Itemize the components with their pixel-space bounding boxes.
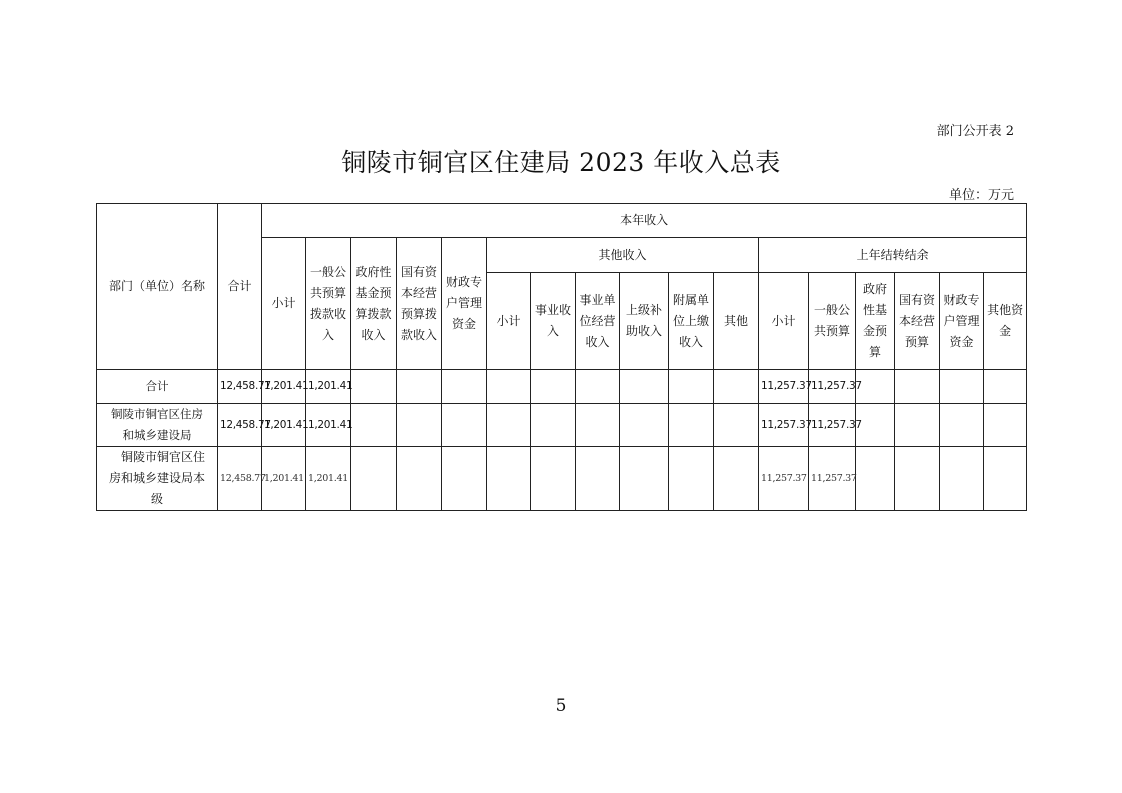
- cell-prev-state-capital: [895, 404, 940, 447]
- header-current-year: 本年收入: [262, 204, 1027, 238]
- header-dept-name: 部门（单位）名称: [97, 204, 218, 370]
- cell-other-subtotal: [487, 447, 531, 511]
- cell-state-capital: [397, 404, 442, 447]
- header-superior-subsidy: 上级补助收入: [620, 273, 669, 370]
- cell-superior-subsidy: [620, 404, 669, 447]
- cell-prev-other: [984, 447, 1027, 511]
- income-table: [96, 203, 1027, 511]
- cell-prev-fiscal-special: [940, 370, 984, 404]
- cell-superior-subsidy: [620, 370, 669, 404]
- table-row-total: [97, 370, 1027, 404]
- cell-general-budget: 1,201.41: [306, 404, 351, 447]
- header-other-subtotal: 小计: [487, 273, 531, 370]
- cell-business-income: [531, 370, 576, 404]
- header-unit-business-income: 事业单位经营收入: [576, 273, 620, 370]
- cell-general-budget: 1,201.41: [306, 370, 351, 404]
- header-prev-year: 上年结转结余: [759, 238, 1027, 273]
- cell-other: [714, 447, 759, 511]
- header-other-income: 其他收入: [487, 238, 759, 273]
- page-number: 5: [555, 696, 567, 716]
- row-name: [97, 447, 218, 511]
- cell-business-income: [531, 404, 576, 447]
- cell-prev-subtotal: 11,257.37: [759, 404, 809, 447]
- header-prev-other: 其他资金: [984, 273, 1027, 370]
- cell-total: 12,458.77: [218, 447, 262, 511]
- cell-unit-business-income: [576, 447, 620, 511]
- cell-unit-business-income: [576, 404, 620, 447]
- cell-state-capital: [397, 447, 442, 511]
- header-prev-state-capital: 国有资本经营预算: [895, 273, 940, 370]
- cell-total: 12,458.77: [218, 404, 262, 447]
- cell-prev-fiscal-special: [940, 404, 984, 447]
- cell-business-income: [531, 447, 576, 511]
- cell-state-capital: [397, 370, 442, 404]
- cell-prev-general: 11,257.37: [809, 404, 856, 447]
- header-other: 其他: [714, 273, 759, 370]
- cell-fiscal-special: [442, 447, 487, 511]
- cell-fiscal-special: [442, 370, 487, 404]
- cell-superior-subsidy: [620, 447, 669, 511]
- cell-prev-other: [984, 404, 1027, 447]
- header-business-income: 事业收入: [531, 273, 576, 370]
- cell-prev-subtotal: 11,257.37: [759, 370, 809, 404]
- header-prev-gov-fund: 政府性基金预算: [856, 273, 895, 370]
- cell-affiliated-remit: [669, 370, 714, 404]
- cell-gov-fund: [351, 447, 397, 511]
- cell-fiscal-special: [442, 404, 487, 447]
- header-prev-subtotal: 小计: [759, 273, 809, 370]
- cell-prev-gov-fund: [856, 447, 895, 511]
- header-general-budget: 一般公共预算拨款收入: [306, 238, 351, 370]
- cell-prev-general: 11,257.37: [809, 447, 856, 511]
- row-name-line: 房和城乡建设局本: [108, 471, 205, 485]
- row-name-line: 和城乡建设局: [122, 428, 192, 442]
- cell-subtotal: 1,201.41: [262, 447, 306, 511]
- document-code: 部门公开表 2: [936, 124, 1014, 139]
- header-fiscal-special: 财政专户管理资金: [442, 238, 487, 370]
- cell-affiliated-remit: [669, 447, 714, 511]
- cell-prev-general: 11,257.37: [809, 370, 856, 404]
- cell-other: [714, 370, 759, 404]
- header-total: 合计: [218, 204, 262, 370]
- cell-general-budget: 1,201.41: [306, 447, 351, 511]
- cell-total: 12,458.77: [218, 370, 262, 404]
- header-row-1: [97, 204, 1027, 238]
- cell-subtotal: 1,201.41: [262, 370, 306, 404]
- page-title: 铜陵市铜官区住建局 2023 年收入总表: [341, 148, 781, 177]
- row-name-line: 级: [150, 492, 163, 506]
- cell-gov-fund: [351, 404, 397, 447]
- header-state-capital: 国有资本经营预算拨款收入: [397, 238, 442, 370]
- cell-gov-fund: [351, 370, 397, 404]
- unit-label: 单位：万元: [948, 188, 1014, 203]
- cell-affiliated-remit: [669, 404, 714, 447]
- cell-other-subtotal: [487, 404, 531, 447]
- header-prev-fiscal-special: 财政专户管理资金: [940, 273, 984, 370]
- cell-prev-state-capital: [895, 447, 940, 511]
- header-affiliated-remit: 附属单位上缴收入: [669, 273, 714, 370]
- cell-prev-state-capital: [895, 370, 940, 404]
- cell-prev-fiscal-special: [940, 447, 984, 511]
- cell-subtotal: 1,201.41: [262, 404, 306, 447]
- table-row-department: [97, 404, 1027, 447]
- header-prev-general: 一般公共预算: [809, 273, 856, 370]
- table-row-subunit: [97, 447, 1027, 511]
- row-name: [97, 404, 218, 447]
- row-name-line: 铜陵市铜官区住: [120, 450, 205, 464]
- cell-prev-subtotal: 11,257.37: [759, 447, 809, 511]
- header-gov-fund: 政府性基金预算拨款收入: [351, 238, 397, 370]
- cell-unit-business-income: [576, 370, 620, 404]
- cell-prev-other: [984, 370, 1027, 404]
- row-name-line: 铜陵市铜官区住房: [111, 407, 203, 421]
- cell-other-subtotal: [487, 370, 531, 404]
- row-name: 合计: [97, 370, 218, 404]
- cell-other: [714, 404, 759, 447]
- header-subtotal: 小计: [262, 238, 306, 370]
